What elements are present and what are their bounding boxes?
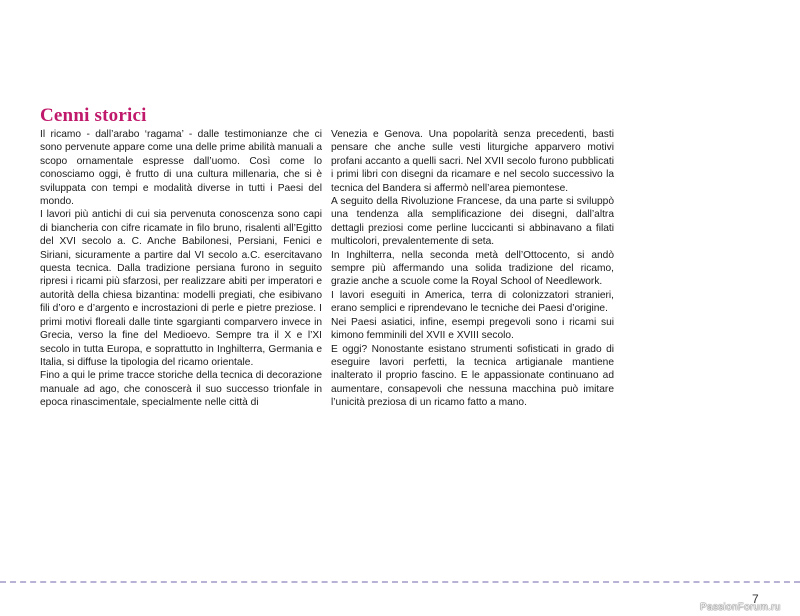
paragraph: Fino a qui le prime tracce storiche della tecnica di decorazione manuale ad ago, che conoscerà il suo successo trionfale in epoca rinascimentale, specialmente nelle città di <box>40 370 322 409</box>
paragraph: Venezia e Genova. Una popolarità senza precedenti, basti pensare che anche sulle vesti liturgiche apparvero motivi profani accanto a quelli sacri. Nel XVII secolo furono pubblicati i primi libri con disegni da ricamare e nel secolo successivo la tecnica del Bandera si affermò nell’area piemontese. <box>331 129 614 194</box>
watermark: PassionForum.ru <box>700 602 781 613</box>
paragraph: I lavori eseguiti in America, terra di colonizzatori stranieri, erano semplici e riprendevano le tecniche dei Paesi d’origine. <box>331 289 614 315</box>
paragraph: In Inghilterra, nella seconda metà dell’Ottocento, si andò sempre più affermando una solida tradizione del ricamo, grazie anche a scuole come la Royal School of Needlework. <box>331 249 614 288</box>
page-title: Cenni storici <box>40 104 147 126</box>
paragraph: A seguito della Rivoluzione Francese, da una parte si sviluppò una tendenza alla semplificazione dei disegni, dall’altra dettagli preziosi come perline luccicanti si abbinavano a filati multicolori, prevalentemente di seta. <box>331 196 614 248</box>
paragraph: I lavori più antichi di cui sia pervenuta conoscenza sono capi di biancheria con cifre ricamate in filo bruno, risalenti all’Egitto del XVI secolo a. C. Anche Babilonesi, Persiani, Fenici e Siriani, sicuramente a partire dal VI secolo a.C. esercitavano questa tecnica. Dalla tradizione persiana furono in seguito ripresi i ricami più sfarzosi, per realizzare abiti per imperatori e autorità della chiesa bizantina: modelli pregiati, che esibivano fili d’oro e d’argento e incrostazioni di perle e pietre preziose. I primi motivi floreali dalle tinte sgargianti comparvero invece in Grecia, verso la fine del Medioevo. Sempre tra il X e l’XI secolo in tutta Europa, e soprattutto in Inghilterra, Germania e Italia, si diffuse la tipologia del ricamo orientale. <box>40 209 322 368</box>
paragraph: Il ricamo - dall’arabo ‘ragama’ - dalle testimonianze che ci sono pervenute appare come una delle prime abilità manuali a scopo ornamentale espresse dall’uomo. Così come lo conosciamo oggi, è frutto di una cultura millenaria, che si è sviluppata con tempi e modalità diverse in tutti i Paesi del mondo. <box>40 129 322 208</box>
text-column-right <box>331 128 614 410</box>
text-column-left <box>40 128 322 410</box>
paragraph: Nei Paesi asiatici, infine, esempi pregevoli sono i ricami sui kimono femminili del XVII e XVIII secolo. <box>331 316 614 342</box>
paragraph: E oggi? Nonostante esistano strumenti sofisticati in grado di eseguire lavori perfetti, la tecnica artigianale mantiene inalterato il proprio fascino. E le appassionate continuano ad aumentare, consapevoli che nessuna macchina può imitare l’unicità preziosa di un ricamo fatto a mano. <box>331 343 614 409</box>
footer-dashed-divider <box>0 581 800 583</box>
page-number: 7 <box>752 592 759 606</box>
